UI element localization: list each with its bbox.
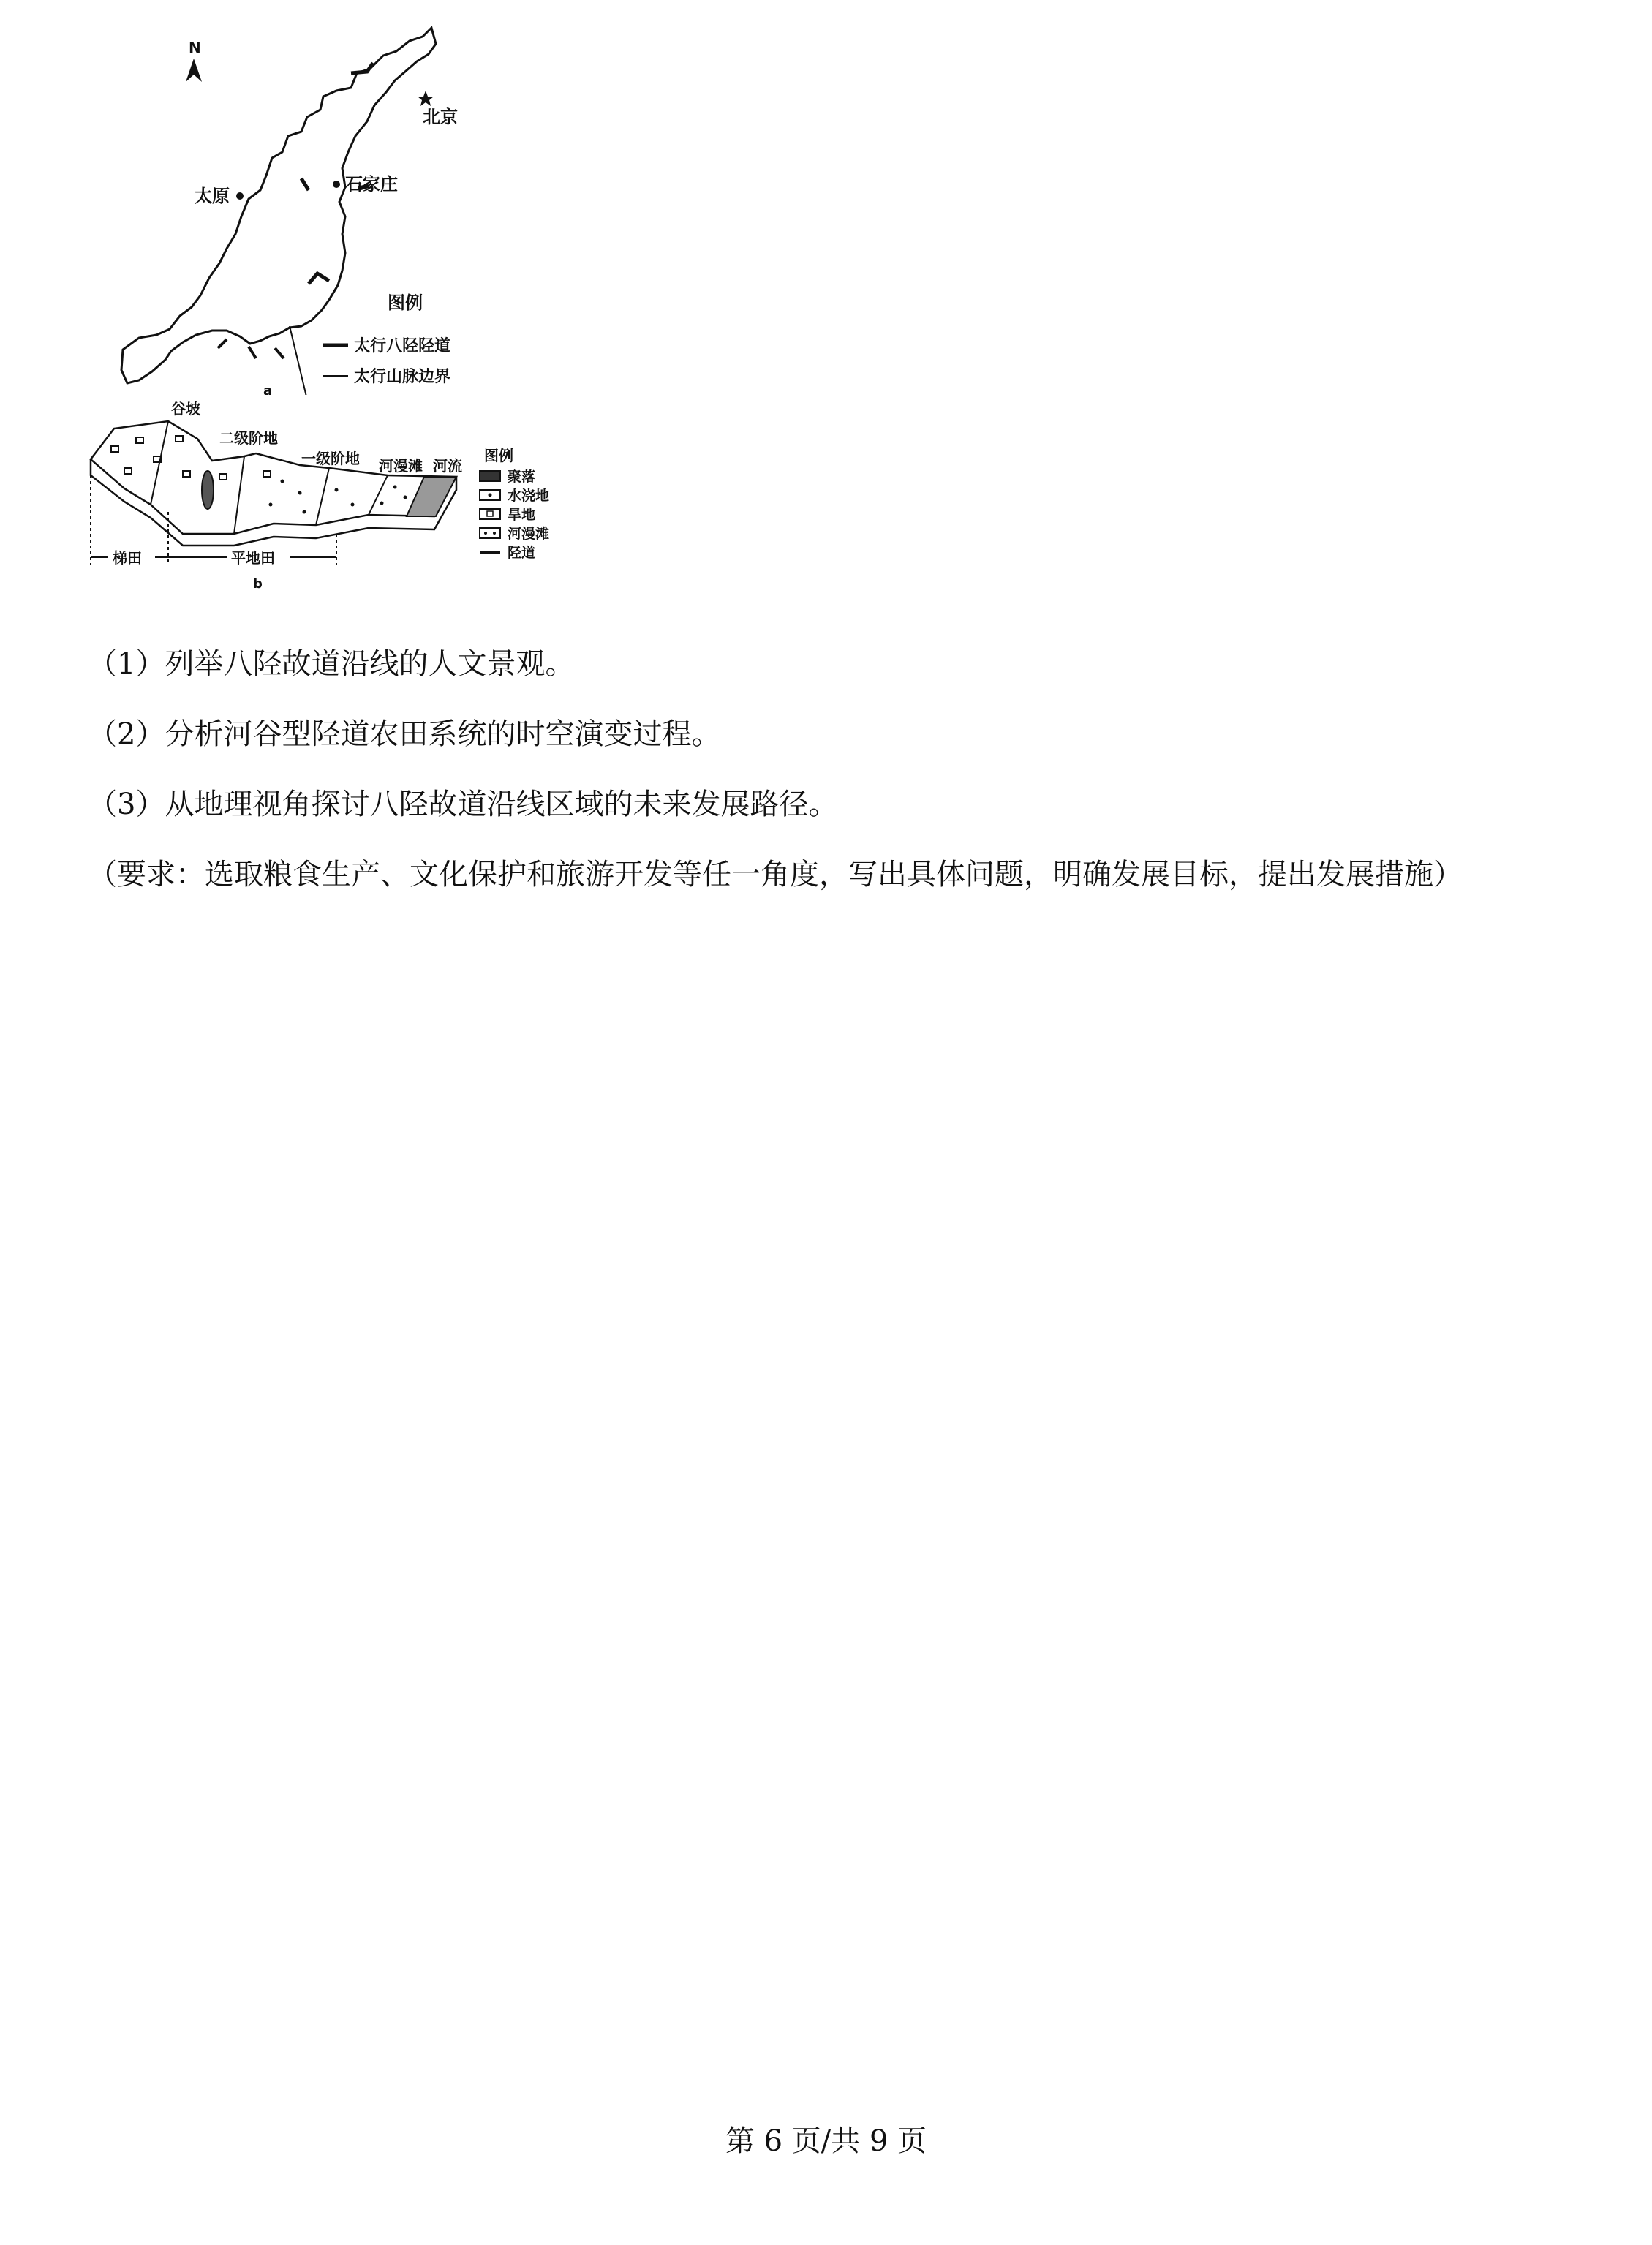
diagram-caption: b: [253, 576, 263, 592]
question-2: （2）分析河谷型陉道农田系统的时空演变过程。: [88, 717, 721, 751]
leader-arrow: [290, 326, 313, 395]
city-dot-shijiazhuang: [333, 181, 340, 188]
division: [316, 468, 329, 525]
map-caption: a: [263, 383, 273, 395]
division: [234, 456, 244, 534]
capital-star-icon: [418, 91, 434, 106]
river-strip: [407, 477, 456, 516]
legend-dryland-mark: [487, 511, 493, 516]
pass-road-6: [275, 348, 284, 358]
pass-road-1: [351, 63, 373, 73]
map-legend-item: 太行山脉边界: [354, 368, 451, 386]
city-taiyuan: 太原: [195, 186, 230, 206]
pass-road-5: [249, 347, 256, 358]
question-1: （1）列举八陉故道沿线的人文景观。: [88, 647, 575, 681]
diagram-legend-item: 旱地: [508, 507, 536, 523]
question-3: （3）从地理视角探讨八陉故道沿线区域的未来发展路径。: [88, 788, 838, 821]
question-requirement: （要求：选取粮食生产、文化保护和旅游开发等任一角度，写出具体问题，明确发展目标，提出发展措施）: [88, 858, 1463, 891]
legend-settlement-icon: [480, 471, 500, 481]
map-legend-item: 太行八陉陉道: [354, 337, 451, 355]
field-terraced: 梯田: [113, 549, 142, 567]
figure-b-valley-diagram: [80, 395, 585, 600]
page-footer: 第 6 页/共 9 页: [725, 2124, 927, 2158]
city-dot-taiyuan: [236, 192, 244, 200]
diagram-legend-title: 图例: [484, 447, 513, 464]
legend-floodplain-dot: [493, 532, 496, 535]
diagram-legend-item: 水浇地: [508, 488, 550, 504]
label-slope: 谷坡: [171, 400, 200, 418]
map-legend-title: 图例: [388, 293, 423, 313]
label-floodplain: 河漫滩: [379, 457, 423, 475]
legend-floodplain-dot: [484, 532, 487, 535]
division: [369, 475, 388, 515]
legend-dryland-icon: [480, 509, 500, 519]
north-arrow-icon: [186, 59, 202, 82]
legend-floodplain-icon: [480, 528, 500, 538]
pass-road-3: [309, 273, 329, 284]
legend-irrigated-dot: [489, 494, 492, 497]
pass-road-7: [218, 339, 227, 348]
city-shijiazhuang: 石家庄: [345, 174, 398, 195]
diagram-legend-item: 聚落: [508, 469, 536, 485]
diagram-legend-item: 陉道: [508, 545, 536, 561]
label-river: 河流: [433, 457, 462, 475]
label-terrace2: 二级阶地: [219, 429, 278, 447]
figure-a-map: [110, 15, 519, 395]
taihang-boundary: [121, 28, 436, 383]
pass-road-2: [301, 178, 309, 190]
label-terrace1: 一级阶地: [301, 450, 360, 467]
diagram-legend-item: 河漫滩: [508, 526, 550, 542]
irrigated-dots: [269, 480, 407, 514]
city-beijing: 北京: [423, 107, 458, 127]
field-flat: 平地田: [231, 549, 275, 567]
pass-road-icon: [202, 471, 214, 509]
north-label: N: [189, 39, 201, 56]
